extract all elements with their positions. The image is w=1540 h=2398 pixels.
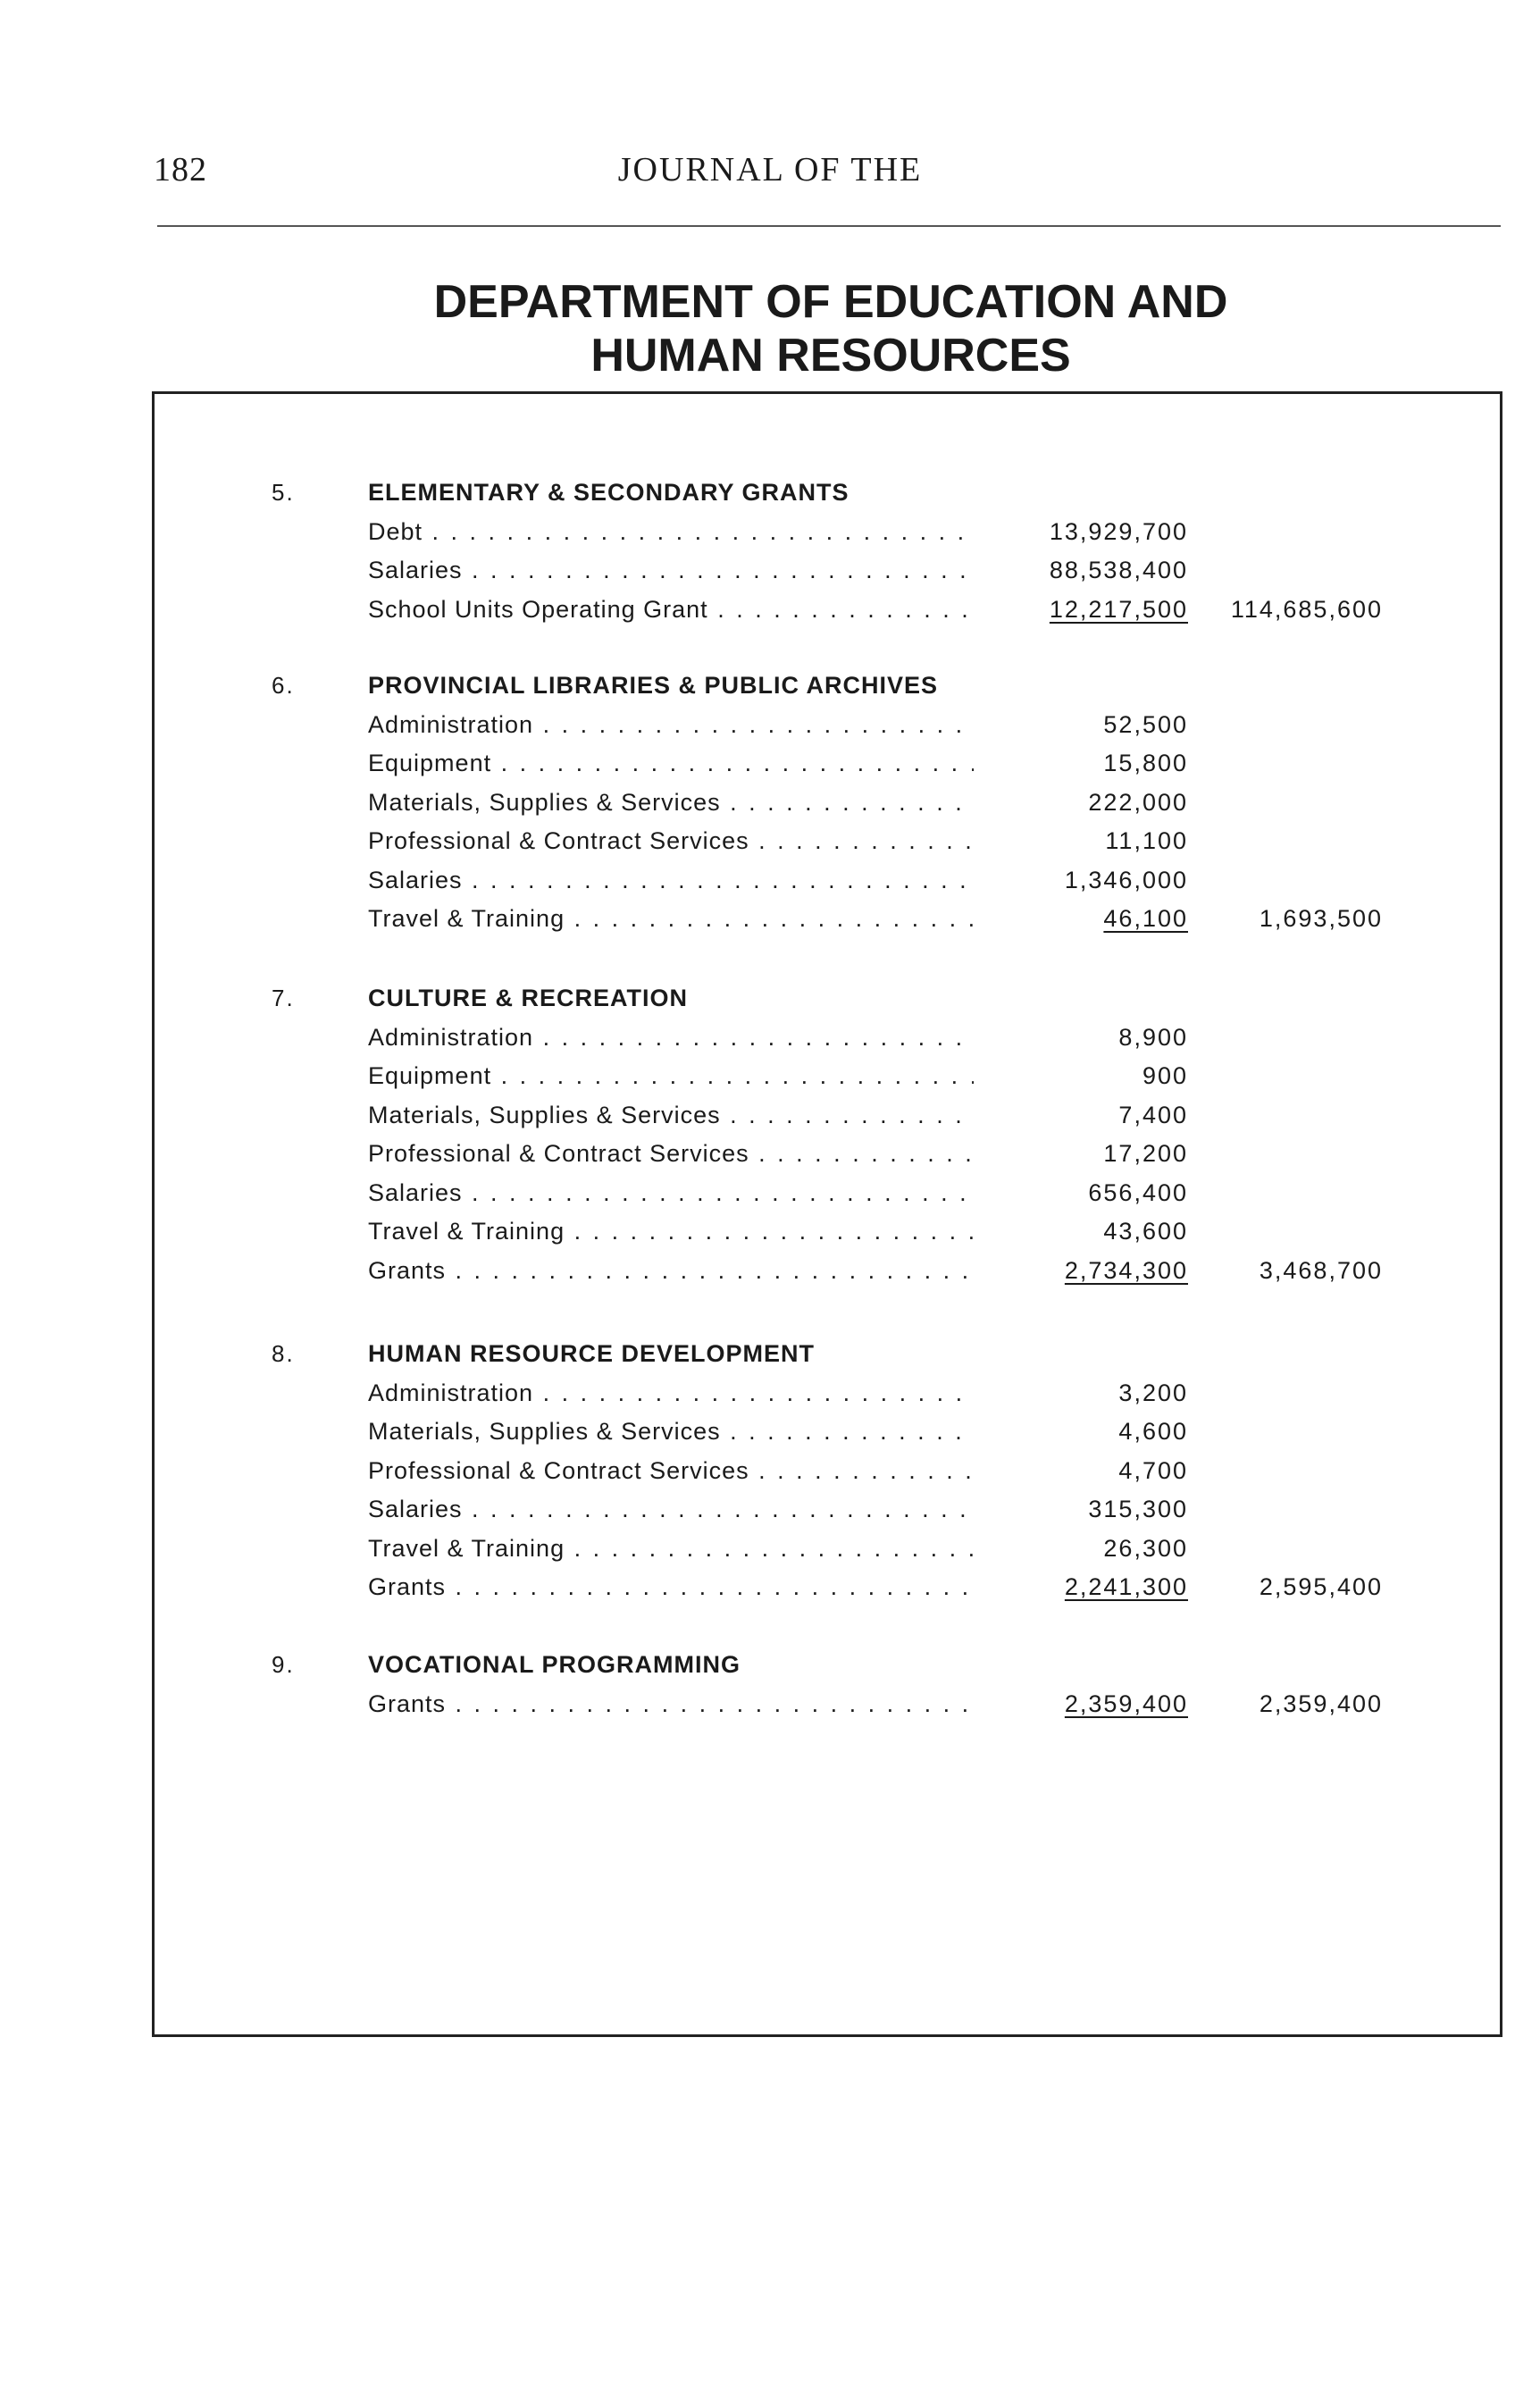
line-item-label: Equipment . . . xyxy=(368,1062,974,1090)
line-item xyxy=(0,1140,1540,1179)
section-number: 9. xyxy=(272,1651,295,1678)
section-total: 3,468,700 xyxy=(1259,1256,1383,1284)
section-number: 5. xyxy=(272,479,295,506)
line-item-label: Travel & Training . . . xyxy=(368,905,974,933)
line-item xyxy=(0,1496,1540,1535)
department-title-line2: HUMAN RESOURCES xyxy=(590,330,1071,382)
line-item-label: Professional & Contract Services . . . xyxy=(368,827,974,855)
header-rule xyxy=(157,225,1501,227)
line-item xyxy=(0,827,1540,867)
line-item-label: Salaries . . . xyxy=(368,1496,974,1523)
line-item-label: Debt . . . xyxy=(368,518,974,546)
line-item xyxy=(0,1218,1540,1257)
line-item-label: Grants . . . xyxy=(368,1690,974,1718)
section-number: 6. xyxy=(272,672,295,699)
line-item xyxy=(0,1179,1540,1219)
section-total: 2,359,400 xyxy=(1259,1690,1383,1717)
line-item-label: Travel & Training . . . xyxy=(368,1535,974,1563)
line-item-label: Materials, Supplies & Services . . . xyxy=(368,1102,974,1129)
line-item xyxy=(0,1062,1540,1102)
line-item xyxy=(0,1535,1540,1574)
line-item-label: Materials, Supplies & Services . . . xyxy=(368,1418,974,1446)
section-title: HUMAN RESOURCE DEVELOPMENT xyxy=(368,1340,816,1367)
line-item-amount: 52,500 xyxy=(1103,710,1188,738)
line-item-amount: 2,734,300 xyxy=(1064,1256,1188,1284)
line-item-label: Salaries . . . xyxy=(368,867,974,894)
section-total: 114,685,600 xyxy=(1230,595,1383,623)
line-item xyxy=(0,1418,1540,1457)
line-item-label: Salaries . . . xyxy=(368,1179,974,1207)
line-item-label: Travel & Training . . . xyxy=(368,1218,974,1245)
line-item-label: Equipment . . . xyxy=(368,750,974,777)
line-item xyxy=(0,750,1540,789)
line-item xyxy=(0,789,1540,828)
section-total: 2,595,400 xyxy=(1259,1573,1383,1600)
section-total: 1,693,500 xyxy=(1259,905,1383,932)
line-item-amount: 2,359,400 xyxy=(1064,1690,1188,1717)
section-title: ELEMENTARY & SECONDARY GRANTS xyxy=(368,479,850,506)
page-number: 182 xyxy=(154,151,207,189)
running-head: JOURNAL OF THE xyxy=(617,151,923,189)
line-item-label: Grants . . . xyxy=(368,1573,974,1601)
line-item-amount: 1,346,000 xyxy=(1064,866,1188,893)
line-item xyxy=(0,1690,1540,1730)
line-item xyxy=(0,905,1540,944)
line-item-label: Administration . . . xyxy=(368,1379,974,1407)
line-item-label: School Units Operating Grant . . . xyxy=(368,596,974,624)
line-item-amount: 17,200 xyxy=(1103,1140,1188,1167)
line-item xyxy=(0,557,1540,596)
line-item-amount: 4,700 xyxy=(1118,1456,1188,1484)
line-item-label: Professional & Contract Services . . . xyxy=(368,1140,974,1168)
section-number: 7. xyxy=(272,985,295,1011)
line-item xyxy=(0,1024,1540,1063)
line-item xyxy=(0,867,1540,906)
line-item-amount: 2,241,300 xyxy=(1064,1573,1188,1600)
line-item-label: Salaries . . . xyxy=(368,557,974,584)
line-item xyxy=(0,1573,1540,1613)
line-item-amount: 8,900 xyxy=(1118,1023,1188,1051)
line-item-amount: 88,538,400 xyxy=(1049,557,1188,583)
line-item-amount: 26,300 xyxy=(1103,1534,1188,1562)
line-item xyxy=(0,1102,1540,1141)
line-item-amount: 11,100 xyxy=(1105,827,1188,854)
line-item-amount: 12,217,500 xyxy=(1049,595,1188,623)
section-number: 8. xyxy=(272,1340,295,1367)
department-title xyxy=(0,275,1540,382)
line-item xyxy=(0,596,1540,635)
line-item-amount: 46,100 xyxy=(1103,905,1188,932)
line-item-amount: 7,400 xyxy=(1118,1101,1188,1128)
section-title: PROVINCIAL LIBRARIES & PUBLIC ARCHIVES xyxy=(368,672,939,699)
line-item xyxy=(0,711,1540,750)
line-item xyxy=(0,1457,1540,1497)
line-item-label: Administration . . . xyxy=(368,1024,974,1052)
line-item-amount: 3,200 xyxy=(1118,1379,1188,1406)
section-title: VOCATIONAL PROGRAMMING xyxy=(368,1651,741,1678)
line-item-amount: 656,400 xyxy=(1088,1178,1188,1206)
line-item-amount: 315,300 xyxy=(1088,1496,1188,1522)
line-item-amount: 13,929,700 xyxy=(1049,517,1188,545)
department-title-line1: DEPARTMENT OF EDUCATION AND xyxy=(433,276,1228,328)
section-title: CULTURE & RECREATION xyxy=(368,985,688,1011)
line-item xyxy=(0,518,1540,558)
line-item-amount: 222,000 xyxy=(1088,788,1188,816)
line-item-amount: 15,800 xyxy=(1103,750,1188,776)
line-item-label: Grants . . . xyxy=(368,1257,974,1285)
line-item-amount: 4,600 xyxy=(1118,1418,1188,1445)
line-item-amount: 900 xyxy=(1142,1062,1188,1089)
line-item xyxy=(0,1257,1540,1296)
line-item-label: Professional & Contract Services . . . xyxy=(368,1457,974,1485)
line-item-label: Administration . . . xyxy=(368,711,974,739)
line-item-label: Materials, Supplies & Services . . . xyxy=(368,789,974,817)
line-item-amount: 43,600 xyxy=(1103,1218,1188,1245)
line-item xyxy=(0,1379,1540,1419)
